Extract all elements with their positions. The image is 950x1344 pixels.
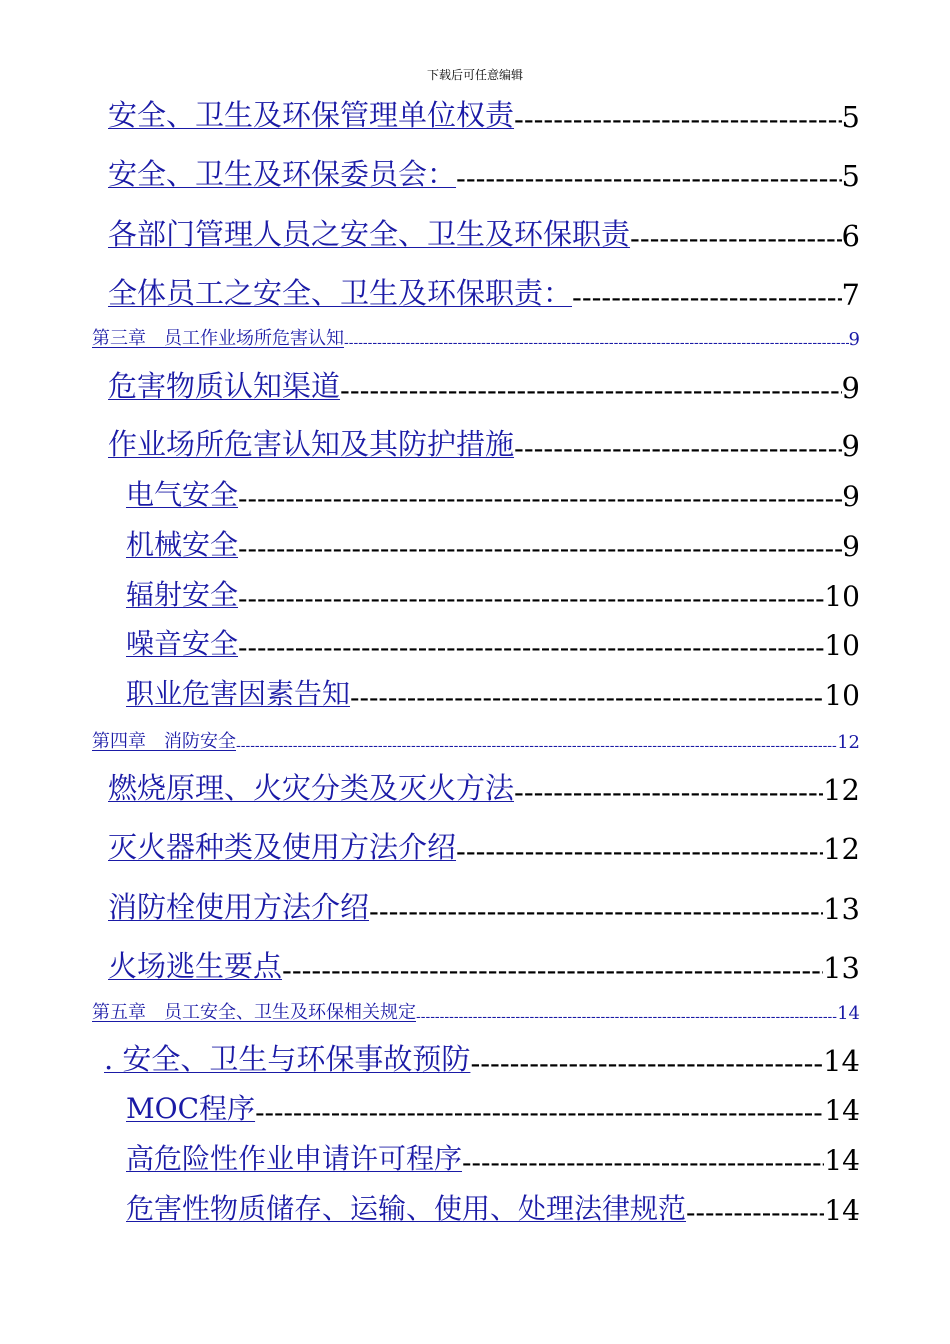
toc-subentry-link[interactable]: 高危险性作业申请许可程序 <box>126 1142 463 1175</box>
toc-subentry-link[interactable]: 电气安全 <box>126 478 239 511</box>
toc-subentry[interactable] <box>92 1189 860 1227</box>
toc-leader <box>238 634 824 662</box>
toc-leader <box>236 739 837 753</box>
toc-page-number: 9 <box>841 429 860 463</box>
toc-entry[interactable] <box>92 213 860 253</box>
toc-entry[interactable] <box>92 1038 860 1078</box>
toc-page-number: 12 <box>823 832 860 866</box>
toc-subentry-link[interactable]: 危害性物质储存、运输、使用、处理法律规范 <box>126 1192 687 1225</box>
toc-entry-link[interactable]: . 安全、卫生与环保事故预防 <box>104 1042 471 1076</box>
toc-page-number: 10 <box>824 679 860 712</box>
toc-page-number: 10 <box>824 580 860 613</box>
toc-entry[interactable] <box>92 423 860 463</box>
toc-chapter-link[interactable]: 第五章 员工安全、卫生及环保相关规定 <box>92 1002 416 1023</box>
toc-page-number: 12 <box>823 773 860 807</box>
toc-chapter-link[interactable]: 第三章 员工作业场所危害认知 <box>92 328 344 349</box>
toc-leader <box>350 684 824 712</box>
toc-page-number: 6 <box>841 219 860 253</box>
toc-subentry[interactable] <box>92 1089 860 1127</box>
toc-subentry-link[interactable]: 噪音安全 <box>126 627 239 660</box>
toc-subentry-link[interactable]: 辐射安全 <box>126 578 239 611</box>
toc-entry-link[interactable]: 燃烧原理、火灾分类及灭火方法 <box>108 771 515 805</box>
toc-leader <box>462 1149 824 1177</box>
toc-entry-link[interactable]: 作业场所危害认知及其防护措施 <box>108 427 515 461</box>
toc-entry[interactable] <box>92 365 860 405</box>
toc-entry[interactable] <box>92 153 860 193</box>
toc-subentry-link[interactable]: 职业危害因素告知 <box>126 677 351 710</box>
toc-page-number: 13 <box>823 951 860 985</box>
toc-leader <box>456 837 823 866</box>
toc-chapter-entry[interactable] <box>92 1000 860 1024</box>
toc-leader <box>255 1099 824 1127</box>
toc-page-number: 13 <box>823 892 860 926</box>
toc-entry[interactable] <box>92 886 860 926</box>
toc-subentry[interactable] <box>92 525 860 563</box>
toc-entry[interactable] <box>92 94 860 134</box>
toc-leader <box>344 336 849 350</box>
toc-entry-link[interactable]: 消防栓使用方法介绍 <box>108 890 370 924</box>
toc-leader <box>369 897 823 926</box>
toc-page-number: 9 <box>848 329 860 350</box>
toc-entry[interactable] <box>92 767 860 807</box>
toc-leader <box>514 434 842 463</box>
toc-leader <box>470 1049 823 1078</box>
toc-entry[interactable] <box>92 945 860 985</box>
toc-subentry[interactable] <box>92 1139 860 1177</box>
toc-page-number: 10 <box>824 629 860 662</box>
toc-page-number: 14 <box>824 1194 860 1227</box>
toc-leader <box>456 164 842 193</box>
toc-page-number: 14 <box>837 1003 860 1024</box>
toc-leader <box>416 1010 837 1024</box>
toc-leader <box>514 105 842 134</box>
toc-page-number: 9 <box>841 371 860 405</box>
toc-subentry-link[interactable]: MOC程序 <box>126 1092 256 1125</box>
toc-entry-link[interactable]: 安全、卫生及环保管理单位权责 <box>108 98 515 132</box>
toc-leader <box>686 1199 824 1227</box>
toc-subentry[interactable] <box>92 475 860 513</box>
toc-page-number: 14 <box>824 1144 860 1177</box>
toc-leader <box>282 956 823 985</box>
toc-entry-link[interactable]: 危害物质认知渠道 <box>108 369 341 403</box>
toc-page-number: 5 <box>841 100 860 134</box>
toc-page-number: 9 <box>842 530 860 563</box>
toc-page-number: 12 <box>837 732 860 753</box>
toc-entry-link[interactable]: 灭火器种类及使用方法介绍 <box>108 830 457 864</box>
toc-subentry[interactable] <box>92 624 860 662</box>
toc-subentry-link[interactable]: 机械安全 <box>126 528 239 561</box>
toc-page-number: 14 <box>823 1044 860 1078</box>
toc-entry[interactable] <box>92 272 860 312</box>
toc-subentry[interactable] <box>92 575 860 613</box>
toc-entry-link[interactable]: 全体员工之安全、卫生及环保职责： <box>108 276 573 310</box>
toc-page-number: 5 <box>841 159 860 193</box>
toc-leader <box>238 485 842 513</box>
toc-leader <box>572 283 842 312</box>
toc-leader <box>514 778 823 807</box>
toc-page-number: 9 <box>842 480 860 513</box>
toc-entry-link[interactable]: 火场逃生要点 <box>108 949 283 983</box>
toc-leader <box>340 376 842 405</box>
toc-page-number: 14 <box>824 1094 860 1127</box>
toc-entry-link[interactable]: 安全、卫生及环保委员会： <box>108 157 457 191</box>
toc-entry[interactable] <box>92 826 860 866</box>
toc-leader <box>238 535 842 563</box>
toc-leader <box>238 585 824 613</box>
page-header: 下载后可任意编辑 <box>426 68 523 82</box>
toc-page-number: 7 <box>841 278 860 312</box>
toc-entry-link[interactable]: 各部门管理人员之安全、卫生及环保职责 <box>108 217 631 251</box>
toc-chapter-entry[interactable] <box>92 326 860 350</box>
toc-chapter-entry[interactable] <box>92 729 860 753</box>
toc-subentry[interactable] <box>92 674 860 712</box>
toc-chapter-link[interactable]: 第四章 消防安全 <box>92 731 236 752</box>
toc-leader <box>630 224 842 253</box>
